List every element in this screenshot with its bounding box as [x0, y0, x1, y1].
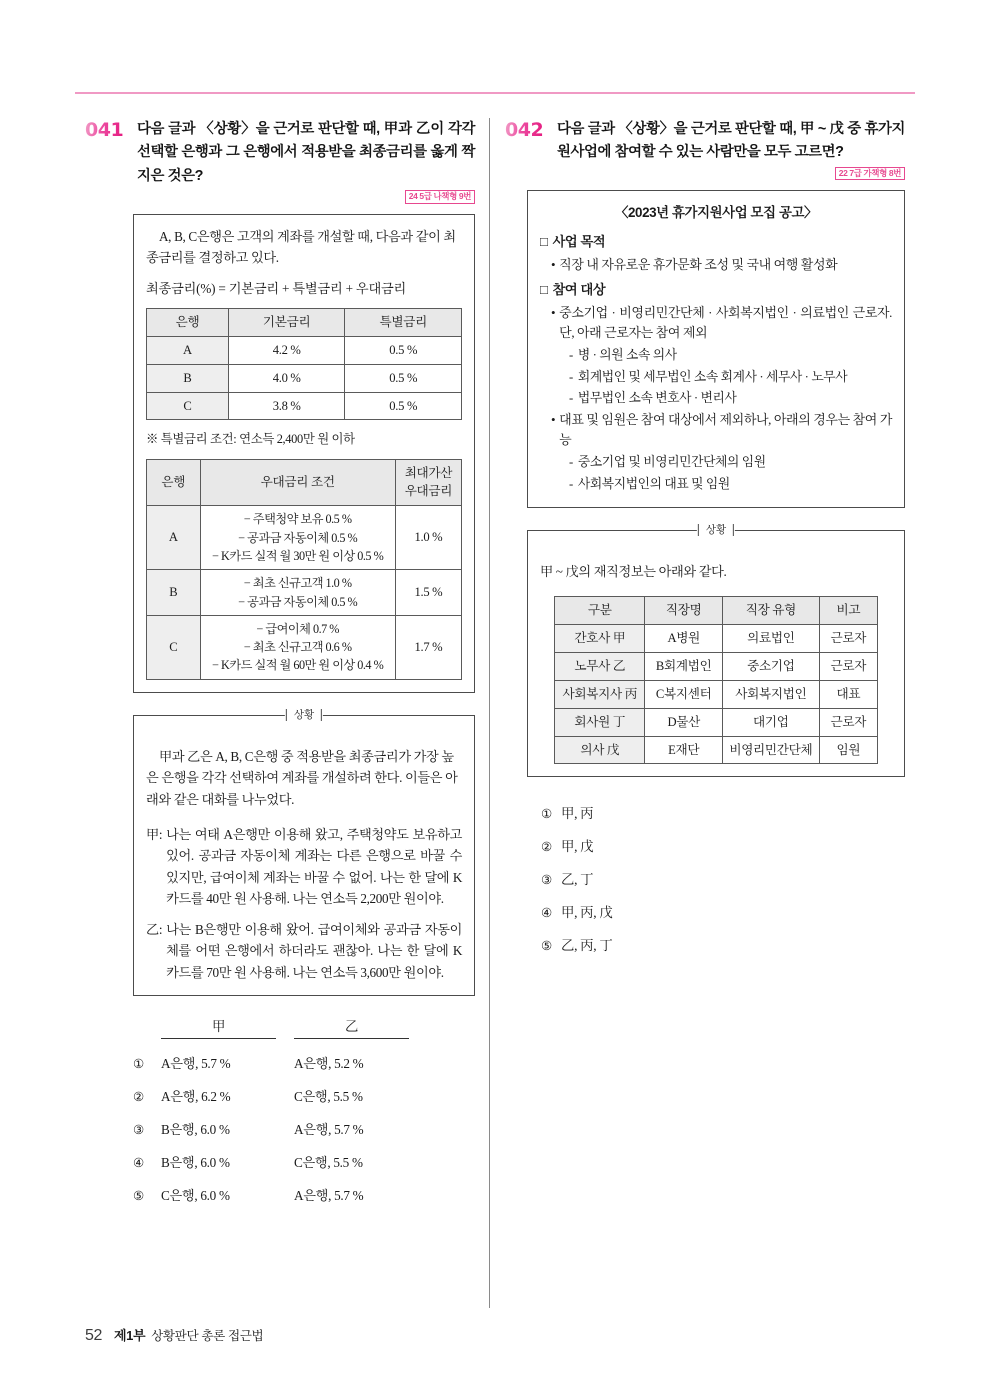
bonus-th-condition: 우대금리 조건 [200, 459, 395, 506]
choice-item[interactable] [541, 836, 905, 855]
choice-value-gap: C은행, 6.0 % [161, 1188, 230, 1204]
bonus-cell-conditions [200, 506, 395, 570]
question-tag-row [557, 167, 905, 181]
situation-box-041 [133, 715, 475, 997]
bonus-th-bank: 은행 [147, 459, 201, 506]
condition-line: − 급여이체 0.7 % [256, 621, 339, 636]
announcement-subitem-text: 회계법인 및 세무법인 소속 회계사 · 세무사 · 노무사 [577, 369, 848, 384]
choice-value-eul: C은행, 5.5 % [294, 1155, 363, 1171]
rate-cell-bank: C [147, 392, 229, 420]
left-column [85, 118, 475, 1204]
rate-th-base: 기본금리 [228, 308, 345, 336]
dash-bullet-icon: - [569, 455, 573, 470]
choice-item[interactable] [541, 902, 905, 921]
rate-cell-bank: B [147, 364, 229, 392]
dash-bullet-icon: - [569, 391, 573, 406]
choice-row[interactable] [133, 1185, 475, 1204]
choice-text: 甲, 丙, 戊 [561, 905, 613, 921]
emp-cell-type: 중소기업 [722, 652, 819, 680]
bonus-rate-table [146, 459, 462, 680]
announcement-subitem [569, 474, 892, 494]
choice-marker: ② [133, 1090, 144, 1105]
table-row [147, 364, 462, 392]
condition-line: − 공과금 자동이체 0.5 % [238, 530, 358, 545]
dialogue-text: 나는 여태 A은행만 이용해 왔고, 주택청약도 보유하고 있어. 공과금 자동이체 계좌는 다른 은행으로 바꿀 수 있지만, 급여이체 계좌는 바꿀 수 없어. 나는 한 달에 K카드를 40만 원 사용해. 나는 연소득 2,200만 원이야. [166, 826, 462, 907]
choice-value-gap: A은행, 5.7 % [161, 1056, 231, 1072]
choice-row[interactable] [133, 1119, 475, 1138]
table-row [555, 736, 878, 764]
choice-value-gap: A은행, 6.2 % [161, 1089, 231, 1105]
question-number: 042 [505, 119, 544, 141]
emp-cell-workplace: C복지센터 [645, 680, 722, 708]
square-bullet-icon: □ [540, 234, 548, 250]
bonus-cell-bank: C [147, 615, 201, 679]
passage-box-041 [133, 214, 475, 693]
rate-cell-base: 3.8 % [228, 392, 345, 420]
emp-cell-remark: 근로자 [819, 708, 877, 736]
footer-part: 제1부 [114, 1328, 146, 1343]
condition-line: − 최초 신규고객 1.0 % [243, 576, 352, 591]
choice-marker: ③ [133, 1123, 144, 1138]
rate-table [146, 308, 462, 421]
situation-caption: 상황 [697, 522, 735, 537]
rate-th-special: 특별금리 [345, 308, 462, 336]
announcement-item-text: 대표 및 임원은 참여 대상에서 제외하나, 아래의 경우는 참여 가능 [559, 411, 892, 448]
announcement-subitem [569, 388, 892, 408]
source-tag: 24 5급 나책형 9번 [405, 190, 475, 204]
emp-cell-workplace: A병원 [645, 624, 722, 652]
employment-table [554, 596, 878, 764]
announcement-item-text: 중소기업 · 비영리민간단체 · 사회복지법인 · 의료법인 근로자. 단, 아래 근로자는 참여 제외 [559, 304, 892, 341]
emp-cell-workplace: B회계법인 [645, 652, 722, 680]
choice-col-header-gap: 甲 [161, 1016, 276, 1039]
announcement-item [551, 303, 892, 345]
choice-value-gap: B은행, 6.0 % [161, 1155, 230, 1171]
table-row [555, 624, 878, 652]
table-row [147, 336, 462, 364]
choice-text: 乙, 丙, 丁 [561, 938, 613, 954]
dot-bullet-icon: • [551, 304, 556, 320]
choice-marker: ① [541, 807, 552, 822]
choice-marker: ② [541, 840, 552, 855]
dialogue-speaker: 乙: [146, 921, 163, 937]
table-row [555, 652, 878, 680]
emp-cell-type: 사회복지법인 [722, 680, 819, 708]
emp-cell-category: 회사원 丁 [555, 708, 645, 736]
passage-lead: A, B, C은행은 고객의 계좌를 개설할 때, 다음과 같이 최종금리를 결정하고 있다. [146, 228, 456, 266]
question-041-head [85, 118, 475, 204]
announcement-box-042 [527, 190, 905, 508]
choice-table-041 [133, 1016, 475, 1204]
question-stem: 다음 글과 〈상황〉을 근거로 판단할 때, 甲 ~ 戊 중 휴가지원사업에 참여할 수 있는 사람만을 모두 고르면? [557, 121, 905, 161]
choice-row[interactable] [133, 1053, 475, 1072]
choice-value-gap: B은행, 6.0 % [161, 1122, 230, 1138]
announcement-subitem-text: 병 · 의원 소속 의사 [577, 348, 677, 363]
choice-value-eul: A은행, 5.2 % [294, 1056, 364, 1072]
question-stem: 다음 글과 〈상황〉을 근거로 판단할 때, 甲과 乙이 각각 선택할 은행과 그 은행에서 적용받을 최종금리를 옳게 짝지은 것은? [137, 121, 475, 184]
rate-cell-base: 4.2 % [228, 336, 345, 364]
emp-cell-type: 의료법인 [722, 624, 819, 652]
condition-line: − 공과금 자동이체 0.5 % [238, 594, 358, 609]
announcement-subitem-text: 사회복지법인의 대표 및 임원 [577, 476, 730, 491]
footer-section: 상황판단 총론 접근법 [151, 1329, 264, 1343]
passage-note: ※ 특별금리 조건: 연소득 2,400만 원 이하 [146, 432, 355, 447]
choice-marker: ④ [133, 1156, 144, 1171]
rate-cell-special: 0.5 % [345, 392, 462, 420]
choice-text: 乙, 丁 [561, 872, 594, 888]
announcement-item [551, 410, 892, 452]
dot-bullet-icon: • [551, 256, 556, 272]
situation-wrap-042 [527, 525, 905, 777]
question-042-head [505, 118, 905, 180]
emp-th-type: 직장 유형 [722, 597, 819, 625]
rate-cell-base: 4.0 % [228, 364, 345, 392]
table-row [147, 392, 462, 420]
announcement-item [551, 255, 892, 276]
emp-cell-workplace: E재단 [645, 736, 722, 764]
emp-th-category: 구분 [555, 597, 645, 625]
announcement-subitem-text: 중소기업 및 비영리민간단체의 임원 [577, 455, 766, 470]
emp-th-remark: 비고 [819, 597, 877, 625]
bonus-cell-bank: A [147, 506, 201, 570]
page-footer [85, 1325, 263, 1345]
dash-bullet-icon: - [569, 476, 573, 491]
emp-th-workplace: 직장명 [645, 597, 722, 625]
choice-marker: ① [133, 1057, 144, 1072]
choice-marker: ⑤ [541, 939, 552, 954]
choice-value-eul: C은행, 5.5 % [294, 1089, 363, 1105]
choice-value-eul: A은행, 5.7 % [294, 1188, 364, 1204]
page-number: 52 [85, 1327, 102, 1344]
situation-box-042 [527, 530, 905, 777]
choice-row[interactable] [133, 1086, 475, 1105]
dash-bullet-icon: - [569, 369, 573, 384]
choice-table-header [133, 1016, 475, 1039]
choice-value-eul: A은행, 5.7 % [294, 1122, 364, 1138]
announcement-title: 〈2023년 휴가지원사업 모집 공고〉 [614, 205, 818, 221]
dialogue-text: 나는 B은행만 이용해 왔어. 급여이체와 공과금 자동이체를 어떤 은행에서 하더라도 괜찮아. 나는 한 달에 K카드를 70만 원 사용해. 나는 연소득 3,600만 원이야. [166, 921, 462, 980]
right-column [505, 118, 905, 968]
choice-row[interactable] [133, 1152, 475, 1171]
emp-cell-category: 의사 戊 [555, 736, 645, 764]
announcement-subitem [569, 367, 892, 387]
bonus-th-max-line1: 최대가산 [404, 465, 453, 480]
dash-bullet-icon: - [569, 348, 573, 363]
emp-cell-category: 노무사 乙 [555, 652, 645, 680]
announcement-subitem-text: 법무법인 소속 변호사 · 변리사 [577, 391, 737, 406]
table-row [555, 708, 878, 736]
choice-header-spacer [133, 1016, 161, 1039]
emp-cell-remark: 근로자 [819, 624, 877, 652]
employment-table-header-row [555, 597, 878, 625]
choice-item[interactable] [541, 869, 905, 888]
choice-text: 甲, 戊 [561, 839, 594, 855]
square-bullet-icon: □ [540, 282, 548, 298]
bonus-table-header-row [147, 459, 462, 506]
table-row [147, 506, 462, 570]
emp-cell-type: 대기업 [722, 708, 819, 736]
emp-cell-category: 간호사 甲 [555, 624, 645, 652]
announcement-section-heading [540, 231, 892, 252]
choice-col-header-eul: 乙 [294, 1016, 409, 1039]
rate-cell-special: 0.5 % [345, 364, 462, 392]
emp-cell-remark: 임원 [819, 736, 877, 764]
choice-marker: ④ [541, 906, 552, 921]
condition-line: − K카드 실적 월 60만 원 이상 0.4 % [212, 658, 384, 673]
emp-cell-remark: 대표 [819, 680, 877, 708]
rate-cell-bank: A [147, 336, 229, 364]
situation-caption: 상황 [285, 707, 323, 722]
choices-042 [541, 803, 905, 954]
bonus-cell-bank: B [147, 570, 201, 616]
rate-table-header-row [147, 308, 462, 336]
table-row [147, 615, 462, 679]
table-row [147, 570, 462, 616]
bonus-th-max [395, 459, 461, 506]
condition-line: − K카드 실적 월 30만 원 이상 0.5 % [212, 548, 384, 563]
bonus-cell-max: 1.7 % [395, 615, 461, 679]
situation-intro: 甲과 乙은 A, B, C은행 중 적용받을 최종금리가 가장 높은 은행을 각각 선택하여 계좌를 개설하려 한다. 이들은 아래와 같은 대화를 나누었다. [146, 748, 458, 807]
source-tag: 22 7급 가책형 8번 [835, 167, 905, 181]
bonus-cell-max: 1.5 % [395, 570, 461, 616]
condition-line: − 주택청약 보유 0.5 % [243, 512, 352, 527]
emp-cell-workplace: D물산 [645, 708, 722, 736]
announcement-subitem [569, 452, 892, 472]
choice-text: 甲, 丙 [561, 806, 594, 822]
choice-item[interactable] [541, 935, 905, 954]
dot-bullet-icon: • [551, 411, 556, 427]
announcement-subitem [569, 345, 892, 365]
section-heading-text: 참여 대상 [552, 282, 606, 298]
announcement-section-heading [540, 279, 892, 300]
choice-marker: ③ [541, 873, 552, 888]
choice-item[interactable] [541, 803, 905, 822]
section-heading-text: 사업 목적 [552, 234, 606, 250]
bonus-cell-conditions [200, 570, 395, 616]
question-number: 041 [85, 119, 124, 141]
condition-line: − 최초 신규고객 0.6 % [243, 640, 352, 655]
page-top-rule [75, 92, 915, 94]
question-tag-row [137, 190, 475, 204]
emp-cell-remark: 근로자 [819, 652, 877, 680]
announcement-item-text: 직장 내 자유로운 휴가문화 조성 및 국내 여행 활성화 [559, 256, 838, 272]
dialogue-line [146, 919, 462, 984]
column-divider [489, 118, 490, 1308]
rate-th-bank: 은행 [147, 308, 229, 336]
passage-formula: 최종금리(%) = 기본금리 + 특별금리 + 우대금리 [146, 280, 407, 296]
bonus-th-max-line2: 우대금리 [404, 484, 453, 499]
dialogue-line [146, 824, 462, 910]
rate-cell-special: 0.5 % [345, 336, 462, 364]
situation-intro: 甲 ~ 戊의 재직정보는 아래와 같다. [540, 564, 727, 580]
situation-wrap-041 [133, 709, 475, 997]
table-row [555, 680, 878, 708]
bonus-cell-max: 1.0 % [395, 506, 461, 570]
emp-cell-category: 사회복지사 丙 [555, 680, 645, 708]
dialogue-speaker: 甲: [146, 826, 163, 842]
bonus-cell-conditions [200, 615, 395, 679]
choice-marker: ⑤ [133, 1189, 144, 1204]
emp-cell-type: 비영리민간단체 [722, 736, 819, 764]
